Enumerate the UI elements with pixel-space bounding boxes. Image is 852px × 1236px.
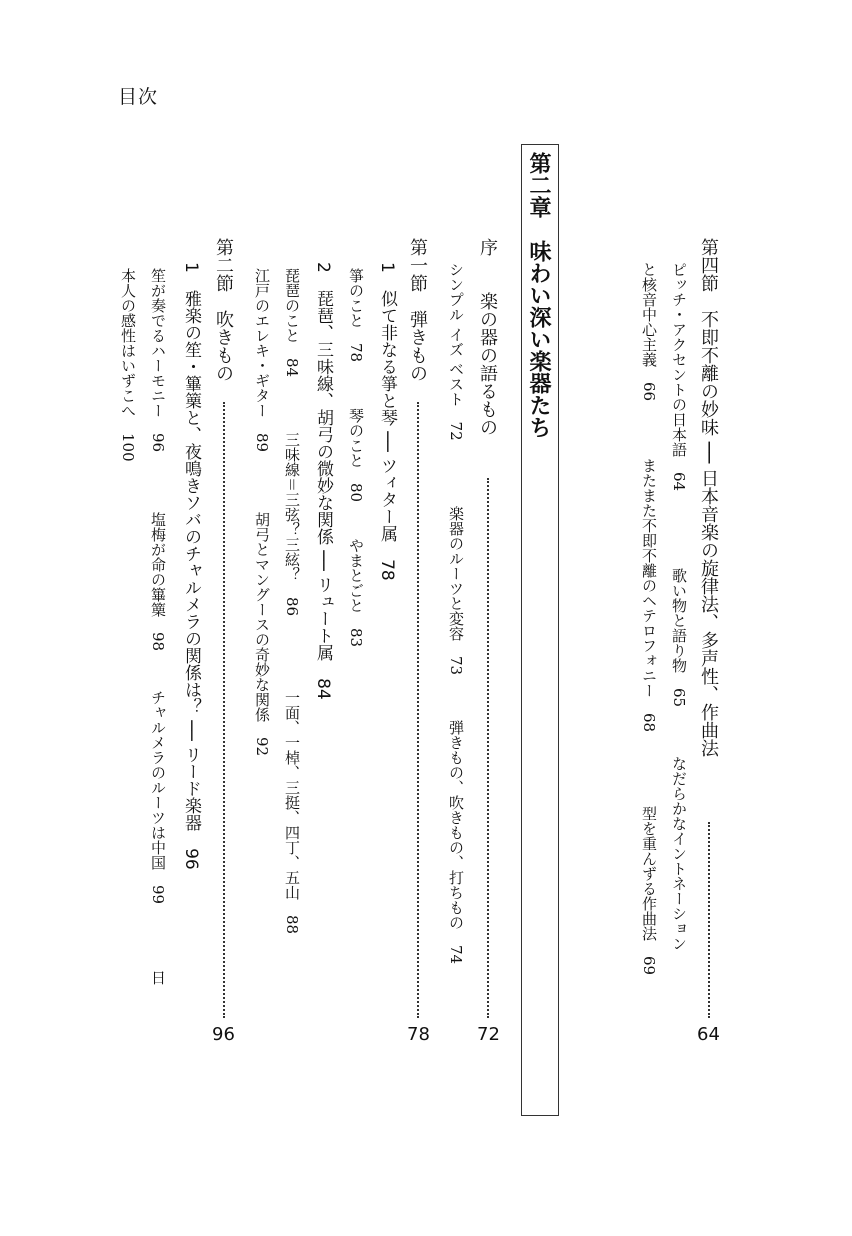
- toc-entry: 弾きもの、吹きもの、打ちもの 74: [447, 720, 465, 965]
- toc-entry: 本人の感性はいずこへ 100: [119, 268, 137, 462]
- toc-entry: 琴のこと 80: [347, 408, 365, 503]
- toc-entry: 塩梅が命の篳篥 98: [149, 512, 167, 652]
- section-heading-4: 第四節 不即不離の妙味 ── 日本音楽の旋律法、多声性、作曲法: [698, 238, 719, 758]
- subsection-heading: 1 似て非なる箏と琴 ── ツィター属 78: [377, 262, 397, 581]
- toc-entry: 笙が奏でるハーモニー 96: [149, 268, 167, 453]
- toc-entry: と核音中心主義 66: [640, 262, 658, 402]
- toc-entry: チャルメラのルーツは中国 99: [149, 690, 167, 905]
- toc-entry: またまた不即不離のヘテロフォニー 68: [640, 458, 658, 733]
- toc-entry: ピッチ・アクセントの日本語 64: [670, 262, 688, 492]
- toc-entry: 箏のこと 78: [347, 268, 365, 363]
- leader-dots: [223, 402, 225, 1018]
- page-number: 78: [407, 1024, 430, 1045]
- toc-entry: 歌い物と語り物 65: [670, 568, 688, 708]
- leader-dots: [487, 478, 489, 1018]
- toc-entry: なだらかなイントネーション: [670, 756, 688, 951]
- toc-entry: 一面、一棹、三挺、四丁、五山 88: [283, 690, 301, 935]
- leader-dots: [417, 402, 419, 1018]
- toc-entry: 琵琶のこと 84: [283, 268, 301, 378]
- toc-entry: 江戸のエレキ・ギター 89: [253, 268, 271, 453]
- page-header: 目次: [118, 86, 159, 108]
- page-number: 72: [477, 1024, 500, 1045]
- page-number: 96: [212, 1024, 235, 1045]
- toc-entry: 三味線＝三弦？三絃？ 86: [283, 432, 301, 617]
- leader-dots: [708, 822, 710, 1018]
- section-heading-1: 第一節 弾きもの: [407, 238, 428, 382]
- subsection-heading: 2 琵琶、三味線、胡弓の微妙な関係 ── リュート属 84: [313, 262, 333, 700]
- jo-heading: 序 楽の器の語るもの: [477, 238, 498, 436]
- toc-entry: 日: [149, 970, 167, 985]
- subsection-heading: 1 雅楽の笙・篳篥と、夜鳴きソバのチャルメラの関係は？ ── リード楽器 96: [181, 262, 201, 870]
- page-number: 64: [697, 1024, 720, 1045]
- toc-entry: 胡弓とマングースの奇妙な関係 92: [253, 512, 271, 757]
- section-heading-2: 第二節 吹きもの: [213, 238, 234, 382]
- toc-entry: シンプル イズ ベスト 72: [447, 262, 465, 441]
- chapter-title: 第二章 味わい深い楽器たち: [526, 152, 551, 438]
- toc-entry: やまとごと 83: [347, 538, 365, 648]
- toc-entry: 楽器のルーツと変容 73: [447, 506, 465, 676]
- toc-entry: 型を重んずる作曲法 69: [640, 806, 658, 976]
